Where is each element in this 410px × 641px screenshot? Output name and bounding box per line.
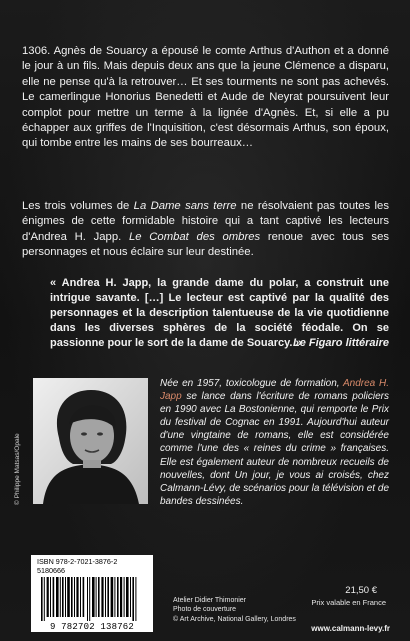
series-text-1: Les trois volumes de [22, 200, 134, 212]
series-title-1: La Dame sans terre [133, 200, 237, 212]
press-quote-source: Le Figaro littéraire [293, 337, 389, 349]
author-bio [160, 377, 389, 508]
press-quote: « Andrea H. Japp, la grande dame du polar, a construit une intrigue savante. […] Le lecteur est captivé par la qualité des personnages et la description talentueuse de la vie quotidienne dans les diverses sphères de la société féodale. On se passionne pour le sort de la dame de Souarcy. » [50, 277, 389, 349]
author-name: Andrea H. Japp [160, 378, 389, 403]
design-credit-line-3: © Art Archive, National Gallery, Londres [173, 615, 296, 623]
back-cover-blurb: 1306. Agnès de Souarcy a épousé le comte Arthus d'Authon et a donné le jour à un fils. Mais depuis deux ans que la jeune Clémence a disparu, elle ne pense qu'à la retrouver… Et ses tourments ne sont pas achevés. Le camerlingue Honorius Benedetti et Aude de Neyrat poursuivent leur complot pour mettre un terme à la lignée d'Agnès. Et, si elle a pu échapper aux griffes de l'Inquisition, c'est désormais Arthus, son époux, qui tombe entre les mains de ses bourreaux… [22, 45, 389, 150]
series-text-3: renoue avec tous ses personnages et nous éclaire sur leur destinée. [22, 230, 389, 259]
isbn-number: ISBN 978-2-7021-3876-2 [37, 557, 118, 566]
bio-text-1: Née en 1957, toxicologue de formation, [160, 378, 343, 389]
series-text-2: ne résolvaient pas toutes les énigmes de cette formidable histoire qui a tant captivé les lecteurs d'Andrea H. Japp. [22, 200, 389, 243]
barcode-icon [31, 555, 153, 632]
design-credit-line-2: Photo de couverture [173, 606, 237, 614]
barcode-digits: 9 782702 138762 [49, 622, 134, 632]
bio-text-2: se lance dans l'écriture de romans policiers en 1990 avec La Bostonienne, qui remporte le Prix du festival de Cognac en 1991. Aujourd'hui auteur d'une vingtaine de romans, elle est considérée comme l'une des « reines du crime » françaises. Elle est également auteur de nombreux recueils de nouvelles, dont Un jour, je vous ai croisés, chez Calmann-Lévy, de scénarios pour la télévision et de bandes dessinées. [160, 391, 389, 507]
publisher-website: www.calmann-levy.fr [311, 624, 390, 633]
price-note: Prix valable en France [311, 598, 386, 607]
barcode-box [31, 555, 153, 632]
price: 21,50 € [345, 585, 377, 596]
author-photo [33, 378, 148, 504]
design-credit-line-1: Atelier Didier Thimonier [173, 597, 247, 604]
design-credits [173, 596, 296, 624]
reference-number: 5180666 [37, 566, 65, 575]
series-paragraph [22, 199, 389, 261]
series-title-2: Le Combat des ombres [128, 230, 261, 243]
